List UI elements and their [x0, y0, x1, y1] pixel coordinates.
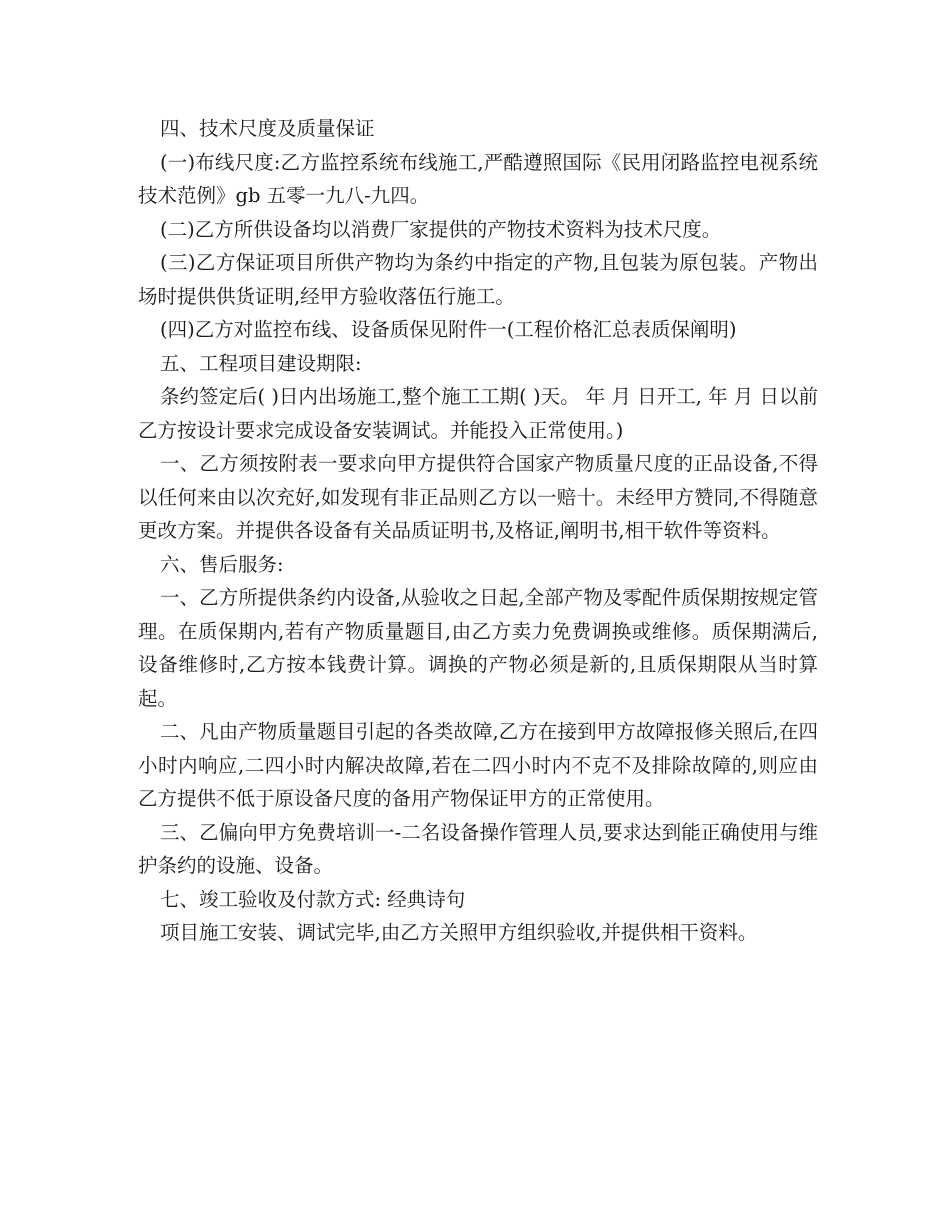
section-heading-after-sales: 六、售后服务:: [160, 552, 284, 576]
paragraph-equipment-standard: (二)乙方所供设备均以消费厂家提供的产物技术资料为技术尺度。: [160, 217, 722, 241]
paragraph-warranty-attachment: (四)乙方对监控布线、设备质保见附件一(工程价格汇总表质保阐明): [160, 318, 737, 341]
paragraph-warranty-period: 一、乙方所提供条约内设备,从验收之日起,全部产物及零配件质保期按规定管理。在质保期内,若有产物质量题目,由乙方卖力免费调换或维修。质保期满后,设备维修时,乙方按本钱费计算。调换的产物必须是新的,且质保期限从当时算起。: [138, 586, 818, 710]
paragraph-genuine-equipment: 一、乙方须按附表一要求向甲方提供符合国家产物质量尺度的正品设备,不得以任何来由以次充好,如发现有非正品则乙方以一赔十。未经甲方赞同,不得随意更改方案。并提供各设备有关品质证明书,及格证,阐明书,相干软件等资料。: [138, 452, 818, 542]
paragraph-wiring-standard: (一)布线尺度:乙方监控系统布线施工,严酷遵照国际《民用闭路监控电视系统技术范例》gb 五零一九八-九四。: [138, 150, 818, 207]
section-heading-construction-period: 五、工程项目建设期限:: [160, 351, 362, 375]
paragraph-acceptance-procedure: 项目施工安装、调试完毕,由乙方关照甲方组织验收,并提供相干资料。: [160, 921, 758, 944]
paragraph-construction-schedule: 条约签定后( )日内出场施工,整个施工工期( )天。 年 月 日开工, 年 月 日以前乙方按设计要求完成设备安装调试。并能投入正常使用。): [138, 385, 818, 442]
paragraph-fault-response: 二、凡由产物质量题目引起的各类故障,乙方在接到甲方故障报修关照后,在四小时内响应,二四小时内解决故障,若在二四小时内不克不及排除故障的,则应由乙方提供不低于原设备尺度的备用产物保证甲方的正常使用。: [138, 720, 818, 810]
section-heading-technical-standards: 四、技术尺度及质量保证: [160, 117, 375, 140]
paragraph-product-guarantee: (三)乙方保证项目所供产物均为条约中指定的产物,且包装为原包装。产物出场时提供供货证明,经甲方验收落伍行施工。: [138, 251, 818, 308]
paragraph-training: 三、乙偏向甲方免费培训一-二名设备操作管理人员,要求达到能正确使用与维护条约的设施、设备。: [138, 820, 818, 877]
document-body: [138, 112, 818, 950]
section-heading-acceptance-payment: 七、竣工验收及付款方式: 经典诗句: [160, 887, 466, 911]
